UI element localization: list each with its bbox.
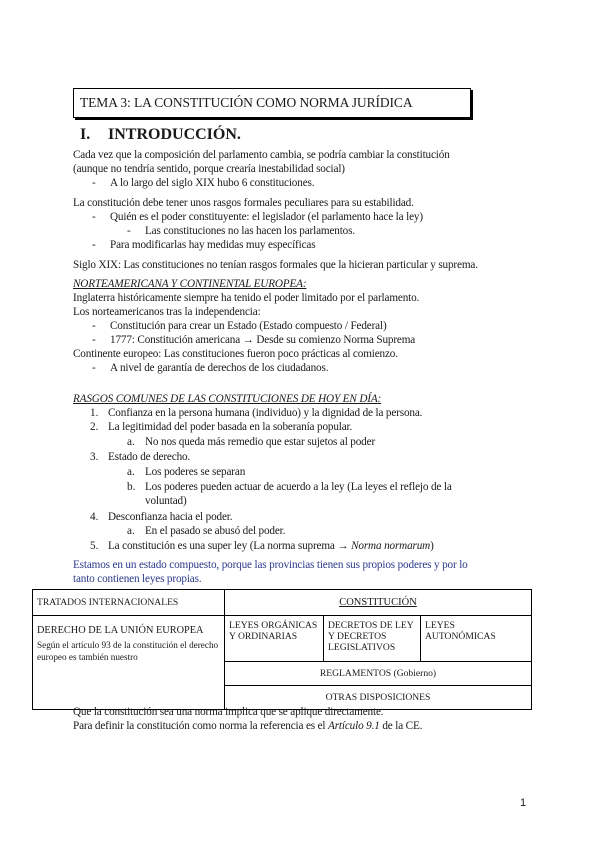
intro-p2: La constitución debe tener unos rasgos formales peculiares para su estabilidad. — [73, 197, 414, 209]
rasgos-i2a: No nos queda más remedio que estar sujetos al poder — [145, 436, 376, 448]
footer-l2-end: de la CE. — [382, 720, 423, 732]
list-number: 3. — [90, 451, 99, 463]
intro-b2a: Las constituciones no las hacen los parlamentos. — [145, 225, 355, 237]
bullet-dash: - — [127, 225, 131, 237]
cell-tratados: TRATADOS INTERNACIONALES — [33, 590, 225, 616]
norte-b1: Constitución para crear un Estado (Estado compuesto / Federal) — [110, 320, 387, 332]
norte-l2: Los norteamericanos tras la independencia: — [73, 306, 261, 318]
rasgos-i3b2: voluntad) — [145, 495, 187, 507]
rasgos-heading: RASGOS COMUNES DE LAS CONSTITUCIONES DE HOY EN DÍA: — [73, 393, 382, 405]
cell-derecho-ue — [33, 616, 225, 710]
bullet-dash: - — [92, 211, 96, 223]
rasgos-i5 — [108, 539, 434, 553]
blue-note-l2: tanto contienen leyes propias. — [73, 573, 202, 585]
rasgos-i3: Estado de derecho. — [108, 451, 191, 463]
page-title: TEMA 3: LA CONSTITUCIÓN COMO NORMA JURÍDICA — [73, 88, 471, 118]
bullet-dash: - — [92, 177, 96, 189]
hierarchy-table — [32, 589, 532, 710]
cell-leyes-organicas: LEYES ORGÁNICAS Y ORDINARIAS — [225, 616, 324, 662]
derecho-ue-note: Según el artículo 93 de la constitución el derecho europeo es también nuestro — [37, 640, 219, 662]
rasgos-i5-em: Norma normarum — [351, 540, 431, 552]
intro-b2: Quién es el poder constituyente: el legislador (el parlamento hace la ley) — [110, 211, 423, 223]
rasgos-i1: Confianza en la persona humana (individuo) y la dignidad de la persona. — [108, 407, 423, 419]
section-title: INTRODUCCIÓN. — [108, 126, 241, 143]
norte-l1: Inglaterra históricamente siempre ha tenido el poder limitado por el parlamento. — [73, 292, 420, 304]
footer-l2 — [73, 719, 422, 733]
footer-l1: Que la constitución sea una norma implica que se aplique directamente. — [73, 706, 384, 718]
norte-l3: Continente europeo: Las constituciones fueron poco prácticas al comienzo. — [73, 348, 398, 360]
intro-p3: Siglo XIX: Las constituciones no tenían rasgos formales que la hicieran particular y suprema. — [73, 259, 478, 271]
list-letter: a. — [127, 436, 135, 448]
norte-b2: 1777: Constitución americana → Desde su comienzo Norma Suprema — [110, 334, 416, 346]
norte-heading: NORTEAMERICANA Y CONTINENTAL EUROPEA: — [73, 278, 307, 290]
rasgos-i3a: Los poderes se separan — [145, 466, 246, 478]
list-letter: a. — [127, 466, 135, 478]
bullet-dash: - — [92, 239, 96, 251]
list-letter: a. — [127, 525, 135, 537]
derecho-ue-label: DERECHO DE LA UNIÓN EUROPEA — [37, 625, 204, 636]
rasgos-i5-end: ) — [430, 540, 434, 552]
list-number: 1. — [90, 407, 99, 419]
rasgos-i2: La legitimidad del poder basada en la soberanía popular. — [108, 421, 353, 433]
cell-otras: OTRAS DISPOSICIONES — [225, 686, 532, 710]
cell-decretos: DECRETOS DE LEY Y DECRETOS LEGISLATIVOS — [324, 616, 421, 662]
section-number: I. — [80, 126, 91, 143]
bullet-dash: - — [92, 320, 96, 332]
list-number: 2. — [90, 421, 99, 433]
cell-leyes-autonomicas: LEYES AUTONÓMICAS — [421, 616, 532, 662]
list-number: 4. — [90, 511, 99, 523]
footer-l2-text: Para definir la constitución como norma la referencia es el — [73, 720, 326, 732]
intro-p1: Cada vez que la composición del parlamento cambia, se podría cambiar la constitución — [73, 149, 450, 161]
norte-b3: A nivel de garantía de derechos de los ciudadanos. — [110, 362, 329, 374]
intro-b1: A lo largo del siglo XIX hubo 6 constituciones. — [110, 177, 315, 189]
page-number: 1 — [520, 797, 527, 809]
cell-reglamentos: REGLAMENTOS (Gobierno) — [225, 662, 532, 686]
list-letter: b. — [127, 481, 136, 493]
rasgos-i5-text: La constitución es una super ley (La norma suprema → — [108, 540, 349, 552]
intro-p1b: (aunque no tendría sentido, porque crearía inestabilidad social) — [73, 163, 345, 175]
rasgos-i4: Desconfianza hacia el poder. — [108, 511, 233, 523]
rasgos-i3b: Los poderes pueden actuar de acuerdo a la ley (La leyes el reflejo de la — [145, 481, 452, 493]
intro-b3: Para modificarlas hay medidas muy específicas — [110, 239, 316, 251]
bullet-dash: - — [92, 334, 96, 346]
cell-constitucion: CONSTITUCIÓN — [225, 590, 532, 616]
bullet-dash: - — [92, 362, 96, 374]
list-number: 5. — [90, 540, 99, 552]
blue-note-l1: Estamos en un estado compuesto, porque las provincias tienen sus propios poderes y por lo — [73, 559, 468, 571]
rasgos-i4a: En el pasado se abusó del poder. — [145, 525, 286, 537]
section-heading — [80, 126, 241, 144]
footer-l2-em: Artículo 9.1 — [328, 720, 380, 732]
